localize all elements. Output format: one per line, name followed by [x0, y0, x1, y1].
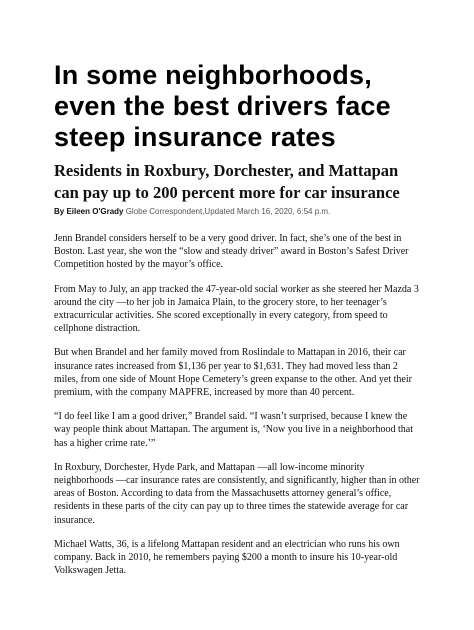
paragraph: But when Brandel and her family moved from Roslindale to Mattapan in 2016, their car insurance rates increased from $1,136 per year to $1,631. They had moved less than 2 miles, from one side of Mount Hope Cemetery’s green expanse to the other. And yet their premium, with the company MAPFRE, increased by more than 40 percent.	[54, 347, 412, 399]
article	[54, 60, 424, 588]
headline: In some neighborhoods, even the best drivers face steep insurance rates	[54, 60, 391, 152]
paragraph: “I do feel like I am a good driver,” Brandel said. “I wasn’t surprised, because I knew the way people think about Mattapan. The argument is, ‘Now you live in a neighborhood that has a higher crime rate.’”	[54, 411, 413, 449]
byline-meta: Globe Correspondent,Updated March 16, 2020, 6:54 p.m.	[123, 207, 331, 216]
byline-author[interactable]: By Eileen O'Grady	[54, 207, 124, 216]
paragraph: Michael Watts, 36, is a lifelong Mattapan resident and an electrician who runs his own company. Back in 2010, he remembers paying $200 a month to insure his 10-year-old Volkswagen Jetta.	[54, 538, 400, 577]
paragraph: Jenn Brandel considers herself to be a very good driver. In fact, she’s one of the best in Boston. Last year, she won the “slow and steady driver” award in Boston’s Safest Driver Competition hosted by the mayor’s office.	[54, 233, 409, 271]
paragraph: From May to July, an app tracked the 47-year-old social worker as she steered her Mazda 3 around the city —to her job in Jamaica Plain, to the grocery store, to her teenager’s extracurricular activities. She scored exceptionally in every category, from speed to cellphone distraction.	[54, 283, 419, 335]
article-body	[54, 232, 424, 577]
byline	[54, 206, 424, 218]
subheadline: Residents in Roxbury, Dorchester, and Mattapan can pay up to 200 percent more for car insurance	[54, 161, 400, 202]
paragraph: In Roxbury, Dorchester, Hyde Park, and Mattapan —all low-income minority neighborhoods —car insurance rates are consistently, and significantly, higher than in other areas of Boston. According to data from the Massachusetts attorney general’s office, residents in these parts of the city can pay up to three times the statewide average for car insurance.	[54, 461, 420, 526]
